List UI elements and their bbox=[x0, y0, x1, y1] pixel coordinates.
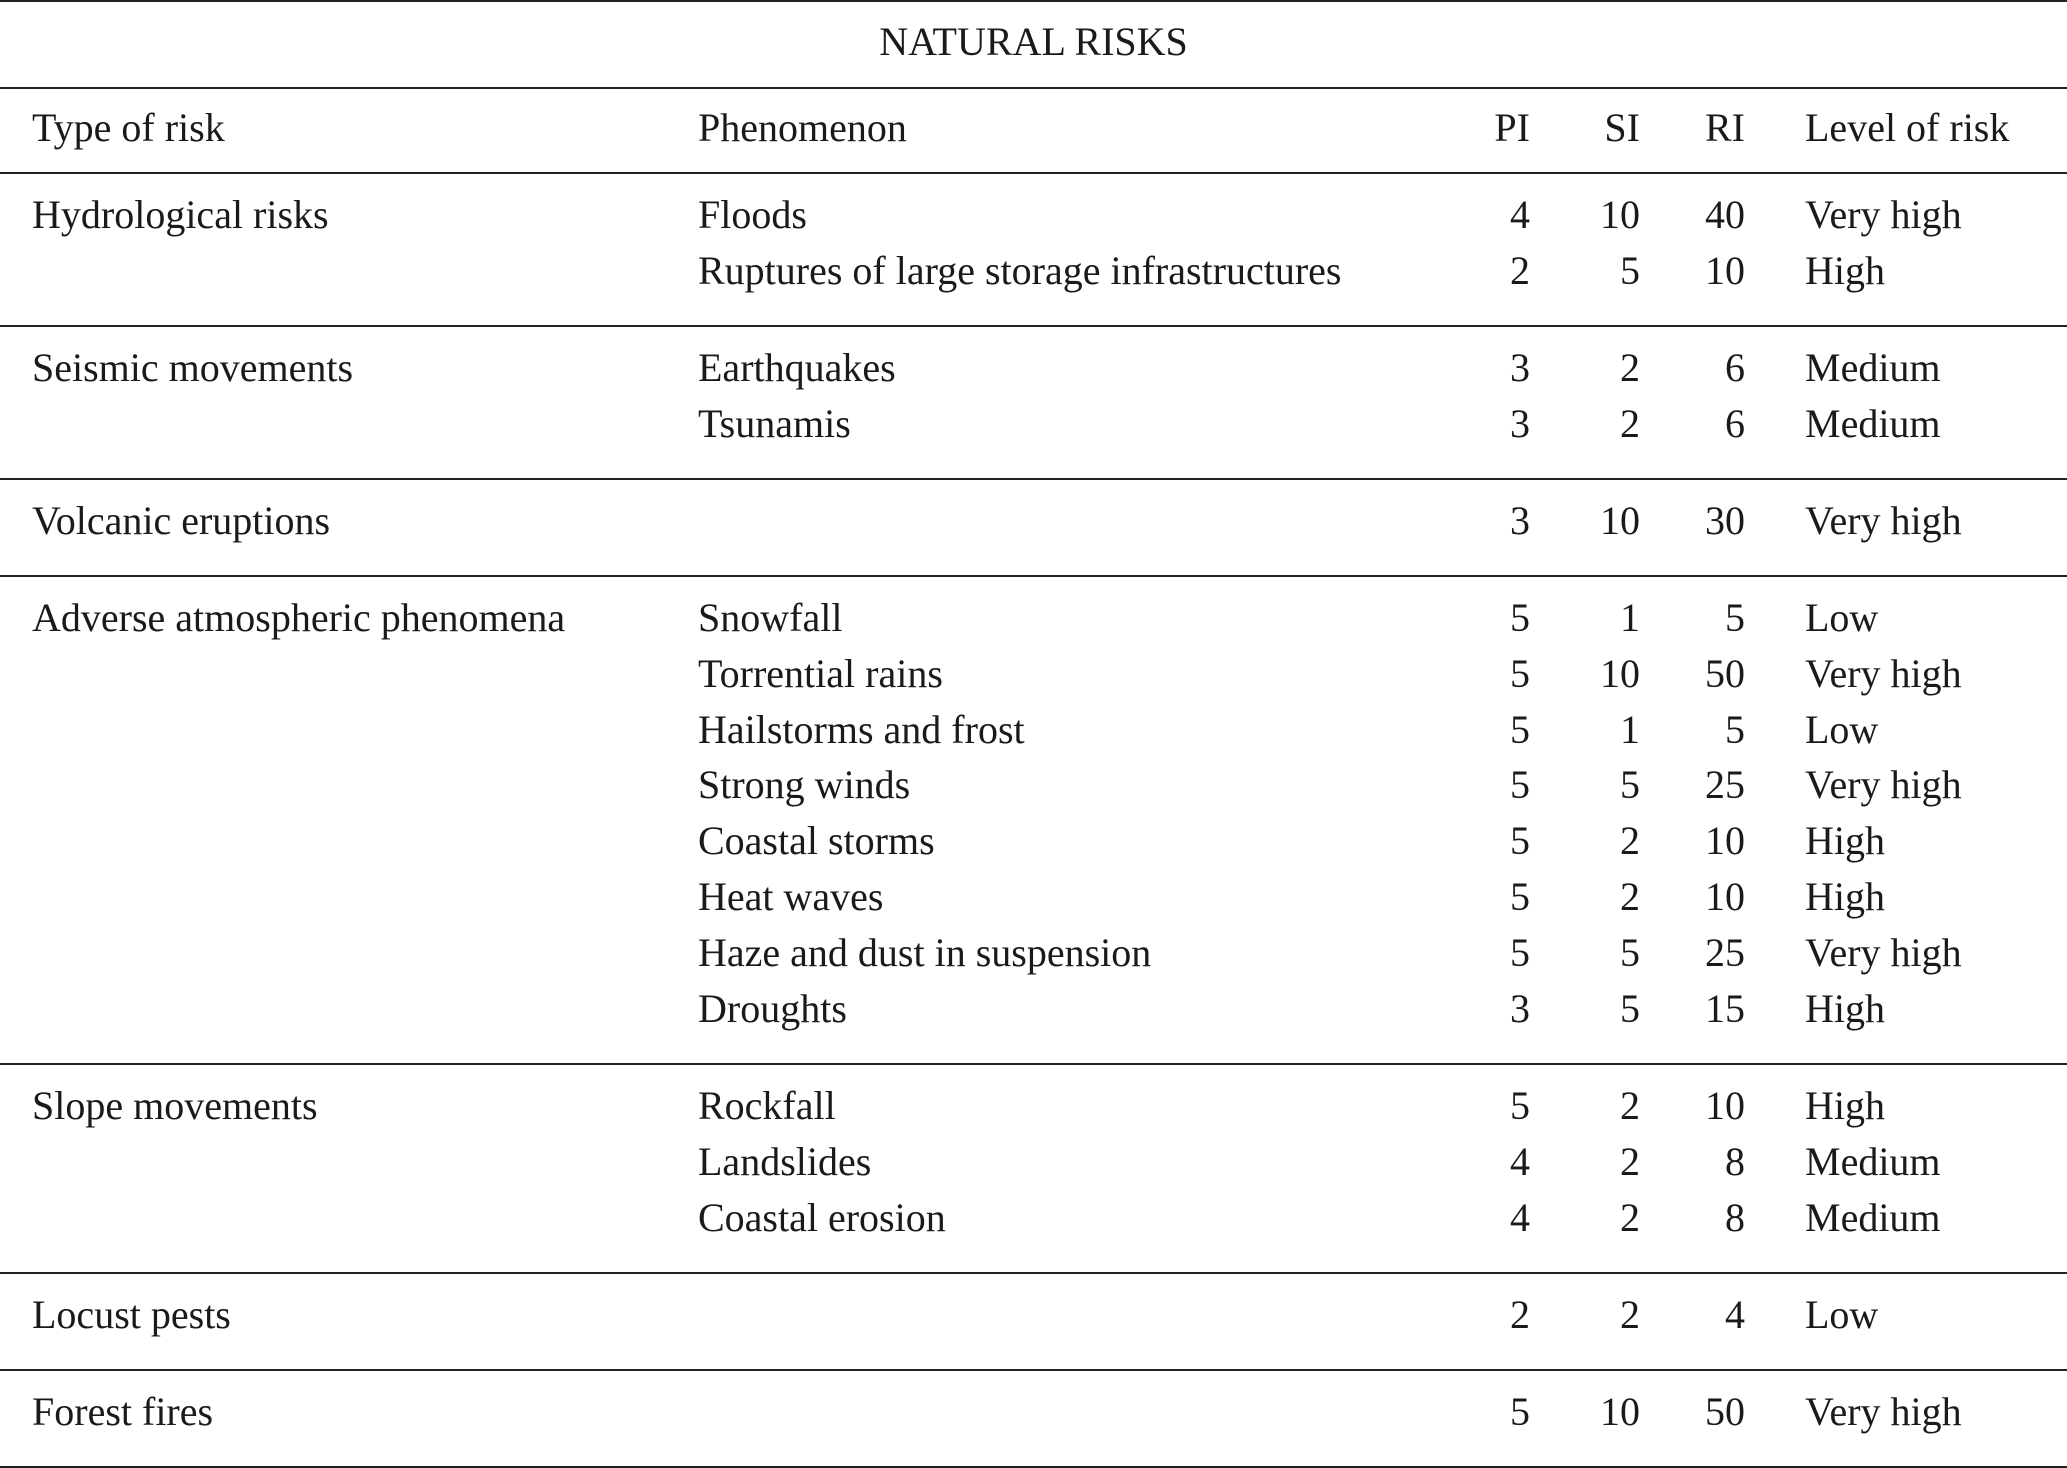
cell-si: 10 bbox=[1600, 498, 1640, 543]
header-ri: RI bbox=[1705, 105, 1745, 150]
cell-phenomenon: Ruptures of large storage infrastructures bbox=[698, 247, 1342, 293]
cell-si: 10 bbox=[1600, 192, 1640, 237]
cell-level-of-risk: Very high bbox=[1805, 929, 1962, 975]
cell-phenomenon: Earthquakes bbox=[698, 345, 896, 390]
table-title: NATURAL RISKS bbox=[879, 19, 1188, 64]
cell-level-of-risk: Very high bbox=[1805, 1389, 1962, 1434]
cell-phenomenon: Droughts bbox=[698, 985, 847, 1031]
cell-phenomenon: Floods bbox=[698, 192, 807, 237]
cell-phenomenon: Strong winds bbox=[698, 762, 911, 808]
group-rule bbox=[0, 1272, 2067, 1274]
cell-pi: 3 bbox=[1510, 498, 1530, 543]
cell-phenomenon: Torrential rains bbox=[698, 650, 943, 696]
group-rule bbox=[0, 325, 2067, 327]
cell-pi: 5 bbox=[1510, 650, 1530, 696]
cell-phenomenon: Heat waves bbox=[698, 874, 884, 919]
cell-level-of-risk: Very high bbox=[1805, 498, 1962, 543]
cell-ri: 5 bbox=[1725, 706, 1745, 752]
cell-ri: 50 bbox=[1705, 650, 1745, 696]
cell-type-of-risk: Volcanic eruptions bbox=[32, 498, 331, 543]
cell-ri: 8 bbox=[1725, 1138, 1745, 1184]
cell-pi: 5 bbox=[1510, 929, 1530, 975]
cell-si: 5 bbox=[1620, 985, 1640, 1031]
cell-si: 2 bbox=[1620, 818, 1640, 864]
cell-pi: 3 bbox=[1510, 985, 1530, 1031]
cell-si: 5 bbox=[1620, 762, 1640, 808]
cell-pi: 2 bbox=[1510, 1292, 1530, 1337]
cell-phenomenon: Hailstorms and frost bbox=[698, 706, 1025, 752]
cell-pi: 5 bbox=[1510, 1083, 1530, 1128]
cell-ri: 10 bbox=[1705, 1083, 1745, 1128]
cell-si: 2 bbox=[1620, 400, 1640, 446]
cell-level-of-risk: Low bbox=[1805, 706, 1879, 752]
cell-si: 1 bbox=[1620, 706, 1640, 752]
cell-level-of-risk: High bbox=[1805, 247, 1885, 293]
header-type-of-risk: Type of risk bbox=[32, 105, 225, 150]
cell-phenomenon: Rockfall bbox=[698, 1083, 836, 1128]
cell-level-of-risk: Very high bbox=[1805, 650, 1962, 696]
title-rule bbox=[0, 87, 2067, 89]
top-rule bbox=[0, 0, 2067, 2]
group-rule bbox=[0, 1063, 2067, 1065]
cell-si: 5 bbox=[1620, 247, 1640, 293]
cell-ri: 10 bbox=[1705, 874, 1745, 919]
cell-pi: 5 bbox=[1510, 874, 1530, 919]
cell-level-of-risk: High bbox=[1805, 985, 1885, 1031]
group-rule bbox=[0, 575, 2067, 577]
cell-si: 10 bbox=[1600, 650, 1640, 696]
header-phenomenon: Phenomenon bbox=[698, 105, 907, 150]
cell-pi: 4 bbox=[1510, 1194, 1530, 1240]
cell-level-of-risk: Very high bbox=[1805, 192, 1962, 237]
cell-level-of-risk: Medium bbox=[1805, 1194, 1941, 1240]
group-rule bbox=[0, 1369, 2067, 1371]
cell-ri: 6 bbox=[1725, 345, 1745, 390]
cell-si: 10 bbox=[1600, 1389, 1640, 1434]
cell-ri: 40 bbox=[1705, 192, 1745, 237]
cell-pi: 5 bbox=[1510, 1389, 1530, 1434]
cell-ri: 5 bbox=[1725, 595, 1745, 640]
cell-si: 2 bbox=[1620, 345, 1640, 390]
cell-phenomenon: Snowfall bbox=[698, 595, 843, 640]
cell-type-of-risk: Seismic movements bbox=[32, 345, 354, 390]
cell-type-of-risk: Hydrological risks bbox=[32, 192, 329, 237]
cell-phenomenon: Tsunamis bbox=[698, 400, 851, 446]
cell-level-of-risk: High bbox=[1805, 818, 1885, 864]
cell-ri: 4 bbox=[1725, 1292, 1745, 1337]
cell-pi: 3 bbox=[1510, 345, 1530, 390]
cell-pi: 5 bbox=[1510, 595, 1530, 640]
cell-ri: 10 bbox=[1705, 818, 1745, 864]
cell-type-of-risk: Adverse atmospheric phenomena bbox=[32, 595, 566, 640]
cell-si: 2 bbox=[1620, 874, 1640, 919]
cell-level-of-risk: Medium bbox=[1805, 400, 1941, 446]
cell-si: 1 bbox=[1620, 595, 1640, 640]
cell-si: 2 bbox=[1620, 1138, 1640, 1184]
cell-si: 5 bbox=[1620, 929, 1640, 975]
cell-type-of-risk: Forest fires bbox=[32, 1389, 214, 1434]
cell-pi: 4 bbox=[1510, 192, 1530, 237]
cell-level-of-risk: Medium bbox=[1805, 345, 1941, 390]
cell-pi: 5 bbox=[1510, 762, 1530, 808]
cell-pi: 2 bbox=[1510, 247, 1530, 293]
cell-ri: 6 bbox=[1725, 400, 1745, 446]
cell-ri: 10 bbox=[1705, 247, 1745, 293]
cell-pi: 4 bbox=[1510, 1138, 1530, 1184]
header-si: SI bbox=[1604, 105, 1640, 150]
group-rule bbox=[0, 478, 2067, 480]
cell-ri: 25 bbox=[1705, 929, 1745, 975]
header-rule bbox=[0, 172, 2067, 174]
cell-si: 2 bbox=[1620, 1194, 1640, 1240]
cell-type-of-risk: Locust pests bbox=[32, 1292, 231, 1337]
cell-level-of-risk: High bbox=[1805, 1083, 1885, 1128]
cell-pi: 5 bbox=[1510, 818, 1530, 864]
cell-ri: 15 bbox=[1705, 985, 1745, 1031]
cell-phenomenon: Coastal storms bbox=[698, 818, 935, 864]
cell-ri: 30 bbox=[1705, 498, 1745, 543]
cell-ri: 25 bbox=[1705, 762, 1745, 808]
cell-ri: 8 bbox=[1725, 1194, 1745, 1240]
cell-pi: 5 bbox=[1510, 706, 1530, 752]
cell-si: 2 bbox=[1620, 1083, 1640, 1128]
cell-level-of-risk: High bbox=[1805, 874, 1885, 919]
cell-pi: 3 bbox=[1510, 400, 1530, 446]
cell-level-of-risk: Medium bbox=[1805, 1138, 1941, 1184]
cell-level-of-risk: Low bbox=[1805, 1292, 1879, 1337]
cell-phenomenon: Haze and dust in suspension bbox=[698, 929, 1152, 975]
cell-si: 2 bbox=[1620, 1292, 1640, 1337]
header-level-of-risk: Level of risk bbox=[1805, 105, 2010, 150]
cell-type-of-risk: Slope movements bbox=[32, 1083, 318, 1128]
cell-phenomenon: Coastal erosion bbox=[698, 1194, 946, 1240]
cell-phenomenon: Landslides bbox=[698, 1138, 872, 1184]
header-pi: PI bbox=[1494, 105, 1530, 150]
cell-level-of-risk: Very high bbox=[1805, 762, 1962, 808]
cell-level-of-risk: Low bbox=[1805, 595, 1879, 640]
cell-ri: 50 bbox=[1705, 1389, 1745, 1434]
